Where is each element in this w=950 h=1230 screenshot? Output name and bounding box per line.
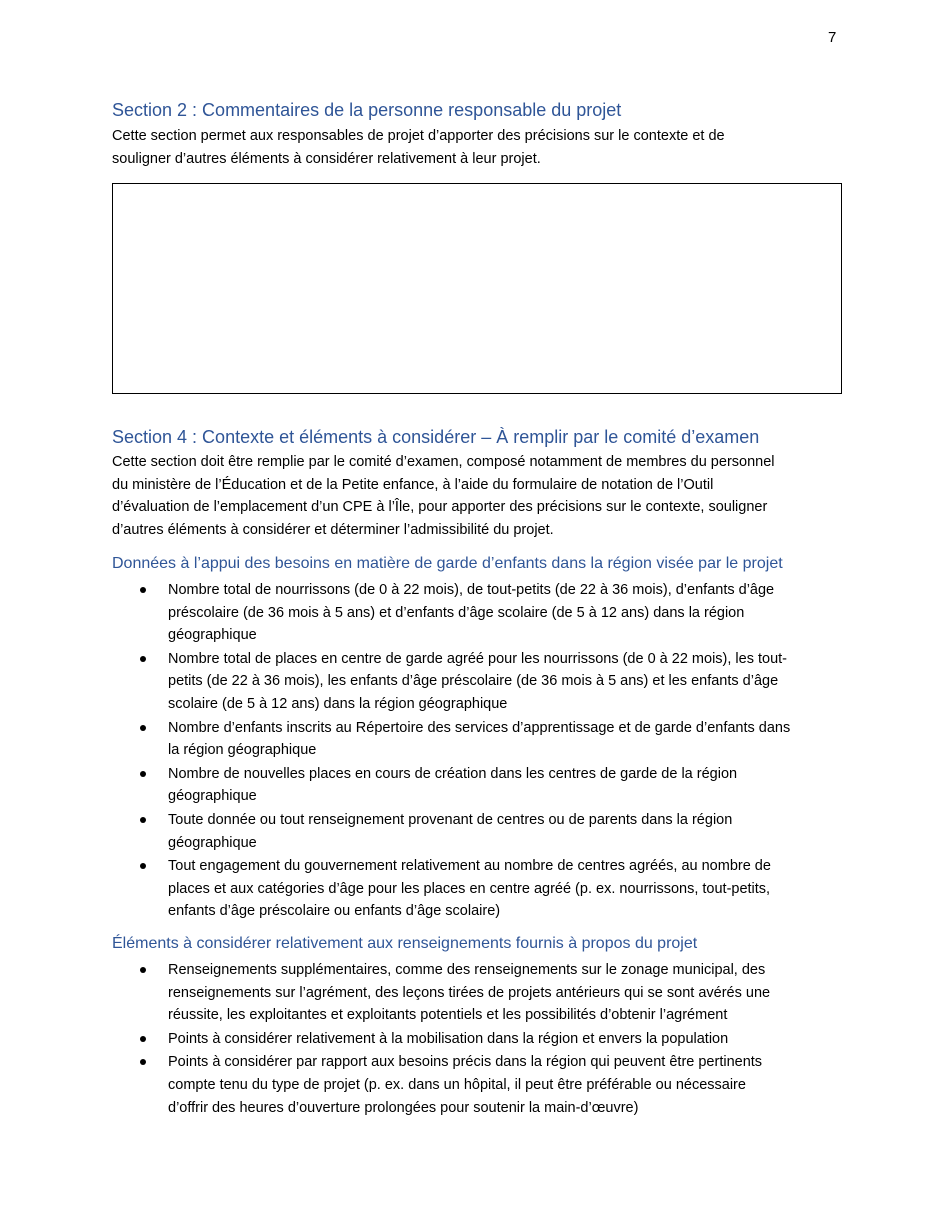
list-item-line: d’offrir des heures d’ouverture prolongées pour soutenir la main-d’œuvre) (168, 1099, 639, 1116)
list-item (112, 1051, 844, 1119)
list-item-line: compte tenu du type de projet (p. ex. dans un hôpital, il peut être préférable ou nécessaire (168, 1076, 746, 1093)
list-item-line: géographique (168, 834, 257, 851)
project-lead-comment-box[interactable] (112, 183, 842, 394)
list-item-line: réussite, les exploitantes et exploitants potentiels et les possibilités d’obtenir l’agrément (168, 1007, 728, 1024)
list-item-line: géographique (168, 627, 257, 644)
list-item (112, 1028, 844, 1051)
section-2-description (112, 125, 844, 170)
bullet-icon (140, 863, 146, 869)
list-item (112, 855, 844, 923)
list-item-line: Nombre total de nourrissons (de 0 à 22 mois), de tout-petits (de 22 à 36 mois), d’enfants d’âge (168, 582, 775, 598)
bullet-icon (140, 1036, 146, 1042)
list-item-line: Toute donnée ou tout renseignement provenant de centres ou de parents dans la région (168, 811, 733, 828)
list-item-line: Points à considérer relativement à la mobilisation dans la région et envers la population (168, 1030, 729, 1047)
list-item-line: Tout engagement du gouvernement relativement au nombre de centres agréés, au nombre de (168, 858, 771, 875)
section-2-description-line: Cette section permet aux responsables de projet d’apporter des précisions sur le contexte et de (112, 128, 725, 144)
bullet-icon (140, 817, 146, 823)
list-item-line: scolaire (de 5 à 12 ans) dans la région géographique (168, 695, 508, 712)
section-4-description-line: d’autres éléments à considérer et déterminer l’admissibilité du projet. (112, 521, 554, 538)
list-item-line: Nombre d’enfants inscrits au Répertoire des services d’apprentissage et de garde d’enfants dans (168, 719, 791, 736)
list-item-line: Points à considérer par rapport aux besoins précis dans la région qui peuvent être pertinents (168, 1054, 763, 1071)
list-item-line: la région géographique (168, 742, 317, 759)
list-item-line: Renseignements supplémentaires, comme des renseignements sur le zonage municipal, des (168, 962, 766, 978)
bullet-icon (140, 1059, 146, 1065)
section-4-title: Section 4 : Contexte et éléments à considérer – À remplir par le comité d’examen (112, 427, 760, 447)
list-item-line: petits (de 22 à 36 mois), les enfants d’âge préscolaire (de 36 mois à 5 ans) et les enfants d’âge (168, 673, 779, 690)
bullet-icon (140, 771, 146, 777)
section-4-description-line: d’évaluation de l’emplacement d’un CPE à l’Île, pour apporter des précisions sur le contexte, souligner (112, 499, 768, 516)
list-item-line: Nombre total de places en centre de garde agréé pour les nourrissons (de 0 à 22 mois), les tout- (168, 650, 788, 667)
list-item-line: places et aux catégories d’âge pour les places en centre agréé (p. ex. nourrissons, tout-petits, (168, 880, 771, 897)
list-item-line: géographique (168, 788, 257, 805)
project-considerations-subheading: Éléments à considérer relativement aux renseignements fournis à propos du projet (112, 935, 698, 952)
project-considerations-list (112, 959, 844, 1120)
list-item (112, 763, 844, 808)
list-item-line: renseignements sur l’agrément, des leçons tirées de projets antérieurs qui se sont avérés une (168, 984, 771, 1001)
list-item-line: enfants d’âge préscolaire ou enfants d’âge scolaire) (168, 903, 501, 920)
list-item-line: préscolaire (de 36 mois à 5 ans) et d’enfants d’âge scolaire (de 5 à 12 ans) dans la région (168, 604, 745, 621)
list-item-line: Nombre de nouvelles places en cours de création dans les centres de garde de la région (168, 765, 738, 782)
childcare-data-list (112, 579, 844, 924)
section-4-description-line: du ministère de l’Éducation et de la Petite enfance, à l’aide du formulaire de notation de l’Outil (112, 476, 714, 493)
childcare-data-subheading: Données à l’appui des besoins en matière de garde d’enfants dans la région visée par le projet (112, 555, 783, 572)
bullet-icon (140, 725, 146, 731)
list-item (112, 717, 844, 762)
bullet-icon (140, 656, 146, 662)
bullet-icon (140, 587, 146, 593)
section-2-description-line: souligner d’autres éléments à considérer relativement à leur projet. (112, 150, 541, 167)
section-4-description-line: Cette section doit être remplie par le comité d’examen, composé notamment de membres du personnel (112, 454, 775, 470)
section-2-title: Section 2 : Commentaires de la personne responsable du projet (112, 100, 622, 120)
list-item (112, 959, 844, 1027)
list-item (112, 579, 844, 647)
list-item (112, 648, 844, 716)
page-number: 7 (828, 29, 837, 46)
list-item (112, 809, 844, 854)
section-4-description (112, 451, 844, 541)
bullet-icon (140, 967, 146, 973)
